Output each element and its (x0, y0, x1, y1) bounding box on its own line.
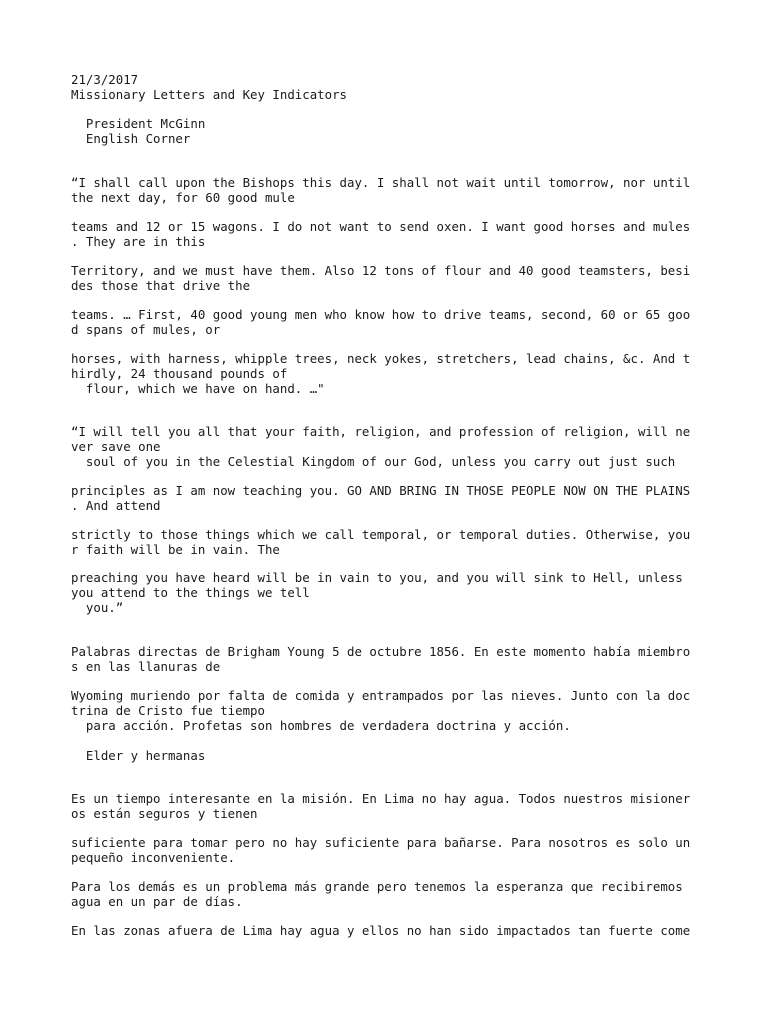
text-line: “I shall call upon the Bishops this day. I shall not wait until tomorrow, nor until (71, 175, 691, 190)
text-line: . They are in this (71, 234, 206, 249)
text-line: preaching you have heard will be in vain to you, and you will sink to Hell, unless (71, 570, 683, 585)
text-line: horses, with harness, whipple trees, neck yokes, stretchers, lead chains, &c. And t (71, 351, 691, 366)
text-line: agua en un par de días. (71, 894, 243, 909)
text-line: Territory, and we must have them. Also 12 tons of flour and 40 good teamsters, besi (71, 263, 691, 278)
text-line: trina de Cristo fue tiempo (71, 703, 265, 718)
text-line: teams. … First, 40 good young men who know how to drive teams, second, 60 or 65 goo (71, 307, 691, 322)
text-line: you attend to the things we tell (71, 585, 310, 600)
text-line: os están seguros y tienen (71, 806, 258, 821)
text-line: teams and 12 or 15 wagons. I do not want to send oxen. I want good horses and mules (71, 219, 691, 234)
text-line: you.” (71, 600, 124, 615)
text-line: Wyoming muriendo por falta de comida y entrampados por las nieves. Junto con la doc (71, 688, 691, 703)
text-line: the next day, for 60 good mule (71, 190, 295, 205)
text-line: Palabras directas de Brigham Young 5 de octubre 1856. En este momento había miembro (71, 644, 691, 659)
text-line: ver save one (71, 439, 161, 454)
author-subtitle: English Corner (71, 131, 191, 146)
greeting-line: Elder y hermanas (71, 748, 206, 763)
document-title: Missionary Letters and Key Indicators (71, 87, 348, 102)
author-line: President McGinn (71, 116, 206, 131)
text-line: soul of you in the Celestial Kingdom of our God, unless you carry out just such (71, 454, 676, 469)
text-line: hirdly, 24 thousand pounds of (71, 366, 288, 381)
text-line: “I will tell you all that your faith, religion, and profession of religion, will ne (71, 424, 691, 439)
text-line: Es un tiempo interesante en la misión. En Lima no hay agua. Todos nuestros misioner (71, 791, 691, 806)
text-line: s en las llanuras de (71, 659, 221, 674)
text-line: des those that drive the (71, 278, 251, 293)
text-line: strictly to those things which we call temporal, or temporal duties. Otherwise, you (71, 527, 691, 542)
text-line: r faith will be in vain. The (71, 542, 280, 557)
date-line: 21/3/2017 (71, 72, 139, 87)
text-line: suficiente para tomar pero no hay suficiente para bañarse. Para nosotros es solo un (71, 835, 691, 850)
text-line: principles as I am now teaching you. GO AND BRING IN THOSE PEOPLE NOW ON THE PLAINS (71, 483, 691, 498)
text-line: Para los demás es un problema más grande pero tenemos la esperanza que recibiremos (71, 879, 683, 894)
text-line: para acción. Profetas son hombres de verdadera doctrina y acción. (71, 718, 571, 733)
text-line: d spans of mules, or (71, 322, 221, 337)
text-line: En las zonas afuera de Lima hay agua y ellos no han sido impactados tan fuerte come (71, 923, 691, 938)
text-line: . And attend (71, 498, 161, 513)
text-line: flour, which we have on hand. …" (71, 381, 325, 396)
text-line: pequeño inconveniente. (71, 850, 236, 865)
